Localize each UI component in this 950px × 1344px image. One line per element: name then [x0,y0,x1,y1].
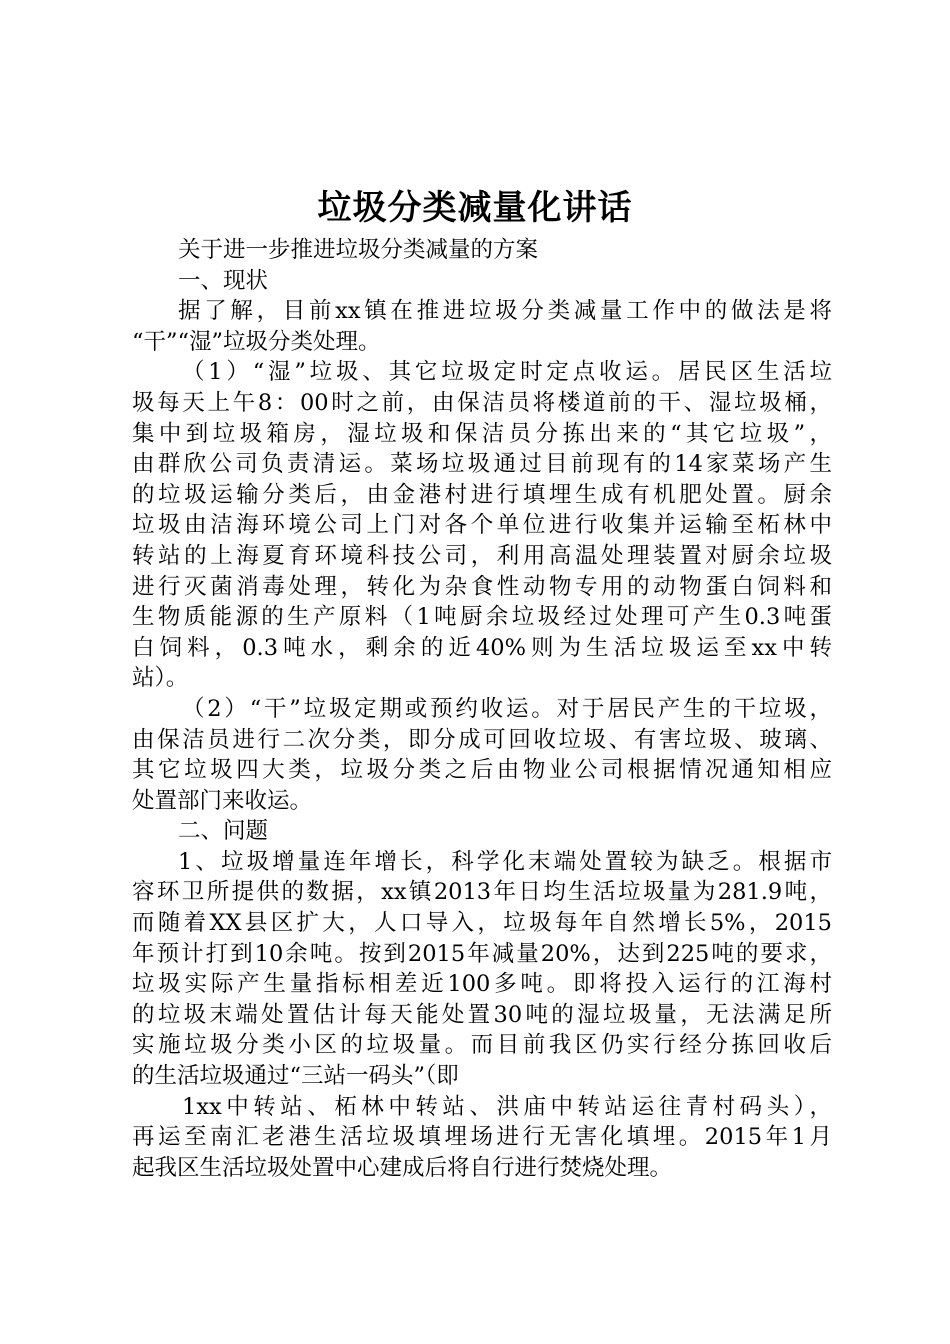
paragraph-line: 而随着XX县区扩大，人口导入，垃圾每年自然增长5%，2015 [132,910,832,937]
paragraph-line: 集中到垃圾箱房，湿垃圾和保洁员分拣出来的“其它垃圾”， [132,420,832,447]
paragraph-line: 起我区生活垃圾处置中心建成后将自行进行焚烧处理。 [132,1154,673,1181]
paragraph-line: 据了解，目前xx镇在推进垃圾分类减量工作中的做法是将 [178,298,832,325]
paragraph-line: 容环卫所提供的数据，xx镇2013年日均生活垃圾量为281.9吨， [132,879,832,906]
paragraph-line: 进行灭菌消毒处理，转化为杂食性动物专用的动物蛋白饲料和 [132,573,832,600]
subtitle-line: 关于进一步推进垃圾分类减量的方案 [178,237,539,263]
paragraph-line: 处置部门来收运。 [132,787,313,814]
paragraph-line: 1、垃圾增量连年增长，科学化末端处置较为缺乏。根据市 [178,848,832,875]
paragraph-line: （1）“湿”垃圾、其它垃圾定时定点收运。居民区生活垃 [182,359,832,386]
paragraph-line: 由保洁员进行二次分类，即分成可回收垃圾、有害垃圾、玻璃、 [132,726,832,753]
paragraph-line: 的垃圾运输分类后，由金港村进行填埋生成有机肥处置。厨余 [132,481,832,508]
section-heading-status: 一、现状 [178,267,269,294]
paragraph-line: 的垃圾末端处置估计每天能处置30吨的湿垃圾量，无法满足所 [132,1001,832,1028]
paragraph-line: （2）“干”垃圾定期或预约收运。对于居民产生的干垃圾， [182,695,832,722]
paragraph-line: 实施垃圾分类小区的垃圾量。而目前我区仍实行经分拣回收后 [132,1032,832,1059]
paragraph-line: 其它垃圾四大类，垃圾分类之后由物业公司根据情况通知相应 [132,757,832,784]
paragraph-line: 的生活垃圾通过“三站一码头”（即 [132,1063,459,1090]
paragraph-line: 转站的上海夏育环境科技公司，利用高温处理装置对厨余垃圾 [132,542,832,569]
paragraph-line: “干”“湿”垃圾分类处理。 [132,328,381,355]
document-body [132,235,832,1183]
paragraph-line: 生物质能源的生产原料（1吨厨余垃圾经过处理可产生0.3吨蛋 [132,604,832,631]
document-title: 垃圾分类减量化讲话 [317,188,633,228]
paragraph-line: 白饲料，0.3吨水，剩余的近40%则为生活垃圾运至xx中转 [132,634,832,661]
paragraph-line: 年预计打到10余吨。按到2015年减量20%，达到225吨的要求， [132,940,832,967]
paragraph-line: 1xx中转站、柘林中转站、洪庙中转站运往青村码头）， [182,1093,832,1120]
paragraph-line: 垃圾由洁海环境公司上门对各个单位进行收集并运输至柘林中 [132,512,832,539]
paragraph-line: 垃圾实际产生量指标相差近100多吨。即将投入运行的江海村 [132,971,832,998]
paragraph-line: 由群欣公司负责清运。菜场垃圾通过目前现有的14家菜场产生 [132,451,832,478]
section-heading-problems: 二、问题 [178,818,269,845]
paragraph-line: 圾每天上午8：00时之前，由保洁员将楼道前的干、湿垃圾桶， [132,389,832,416]
paragraph-line: 再运至南汇老港生活垃圾填埋场进行无害化填埋。2015年1月 [132,1124,832,1151]
paragraph-line: 站）。 [132,665,189,692]
